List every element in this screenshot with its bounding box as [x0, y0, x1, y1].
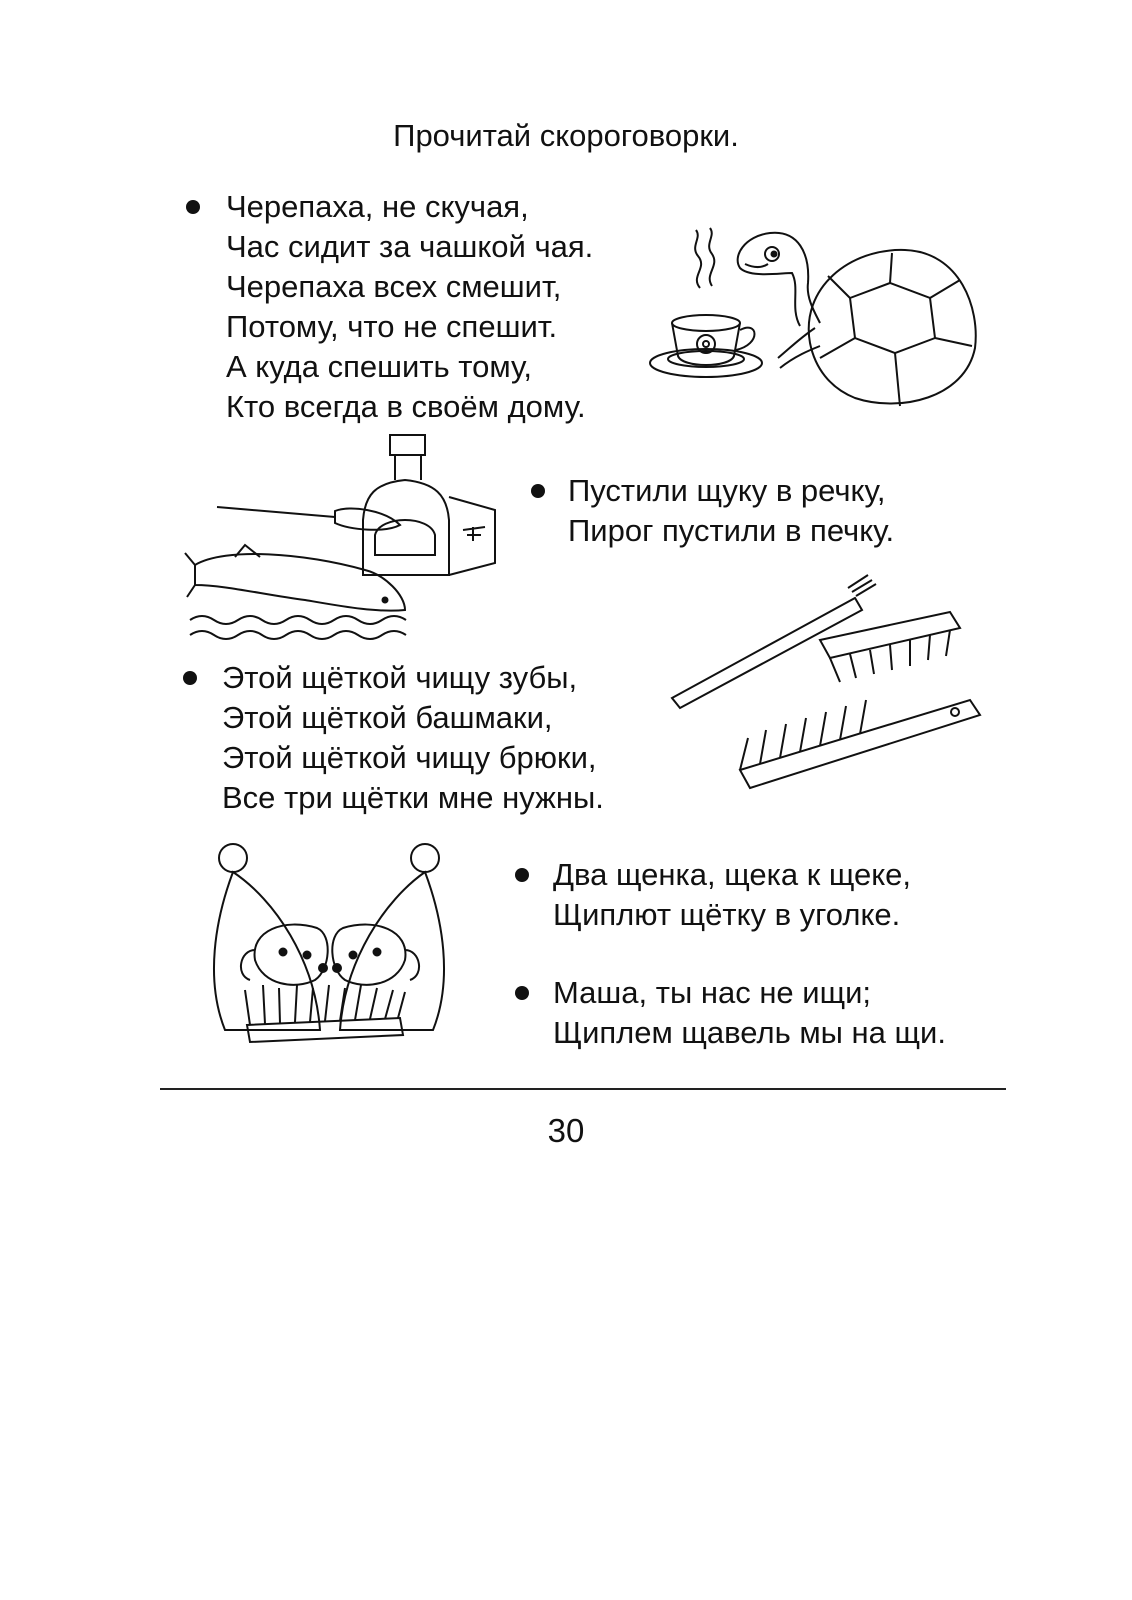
verse-line: Маша, ты нас не ищи;	[553, 975, 872, 1010]
two-puppies-with-brush-illustration	[205, 840, 455, 1050]
footer-divider	[160, 1088, 1006, 1090]
verse-line: Этой щёткой чищу зубы,	[222, 660, 578, 695]
verse-line: Два щенка, щека к щеке,	[553, 857, 912, 892]
page-title: Прочитай скороговорки.	[393, 118, 739, 153]
verse-line: Кто всегда в своём дому.	[226, 389, 586, 424]
tongue-twister-4	[553, 855, 911, 935]
tongue-twister-5	[553, 973, 946, 1053]
bullet	[183, 671, 197, 685]
tongue-twister-2	[568, 471, 894, 551]
bullet	[186, 200, 200, 214]
oven-and-pike-illustration	[185, 435, 505, 640]
page-number: 30	[547, 1112, 585, 1149]
verse-line: Час сидит за чашкой чая.	[226, 229, 594, 264]
verse-line: Черепаха всех смешит,	[226, 269, 562, 304]
verse-line: Потому, что не спешит.	[226, 309, 558, 344]
bullet	[531, 484, 545, 498]
three-brushes-illustration	[670, 570, 995, 805]
turtle-with-tea-cup-illustration	[650, 228, 995, 413]
bullet	[515, 986, 529, 1000]
verse-line: Пустили щуку в речку,	[568, 473, 886, 508]
verse-line: Все три щётки мне нужны.	[222, 780, 604, 815]
tongue-twister-3	[222, 658, 604, 818]
verse-line: Этой щёткой чищу брюки,	[222, 740, 597, 775]
verse-line: Щиплем щавель мы на щи.	[553, 1015, 946, 1050]
verse-line: А куда спешить тому,	[226, 349, 533, 384]
verse-line: Щиплют щётку в уголке.	[553, 897, 901, 932]
verse-line: Этой щёткой башмаки,	[222, 700, 553, 735]
tongue-twister-1	[226, 187, 593, 427]
bullet	[515, 868, 529, 882]
verse-line: Пирог пустили в печку.	[568, 513, 895, 548]
verse-line: Черепаха, не скучая,	[226, 189, 529, 224]
